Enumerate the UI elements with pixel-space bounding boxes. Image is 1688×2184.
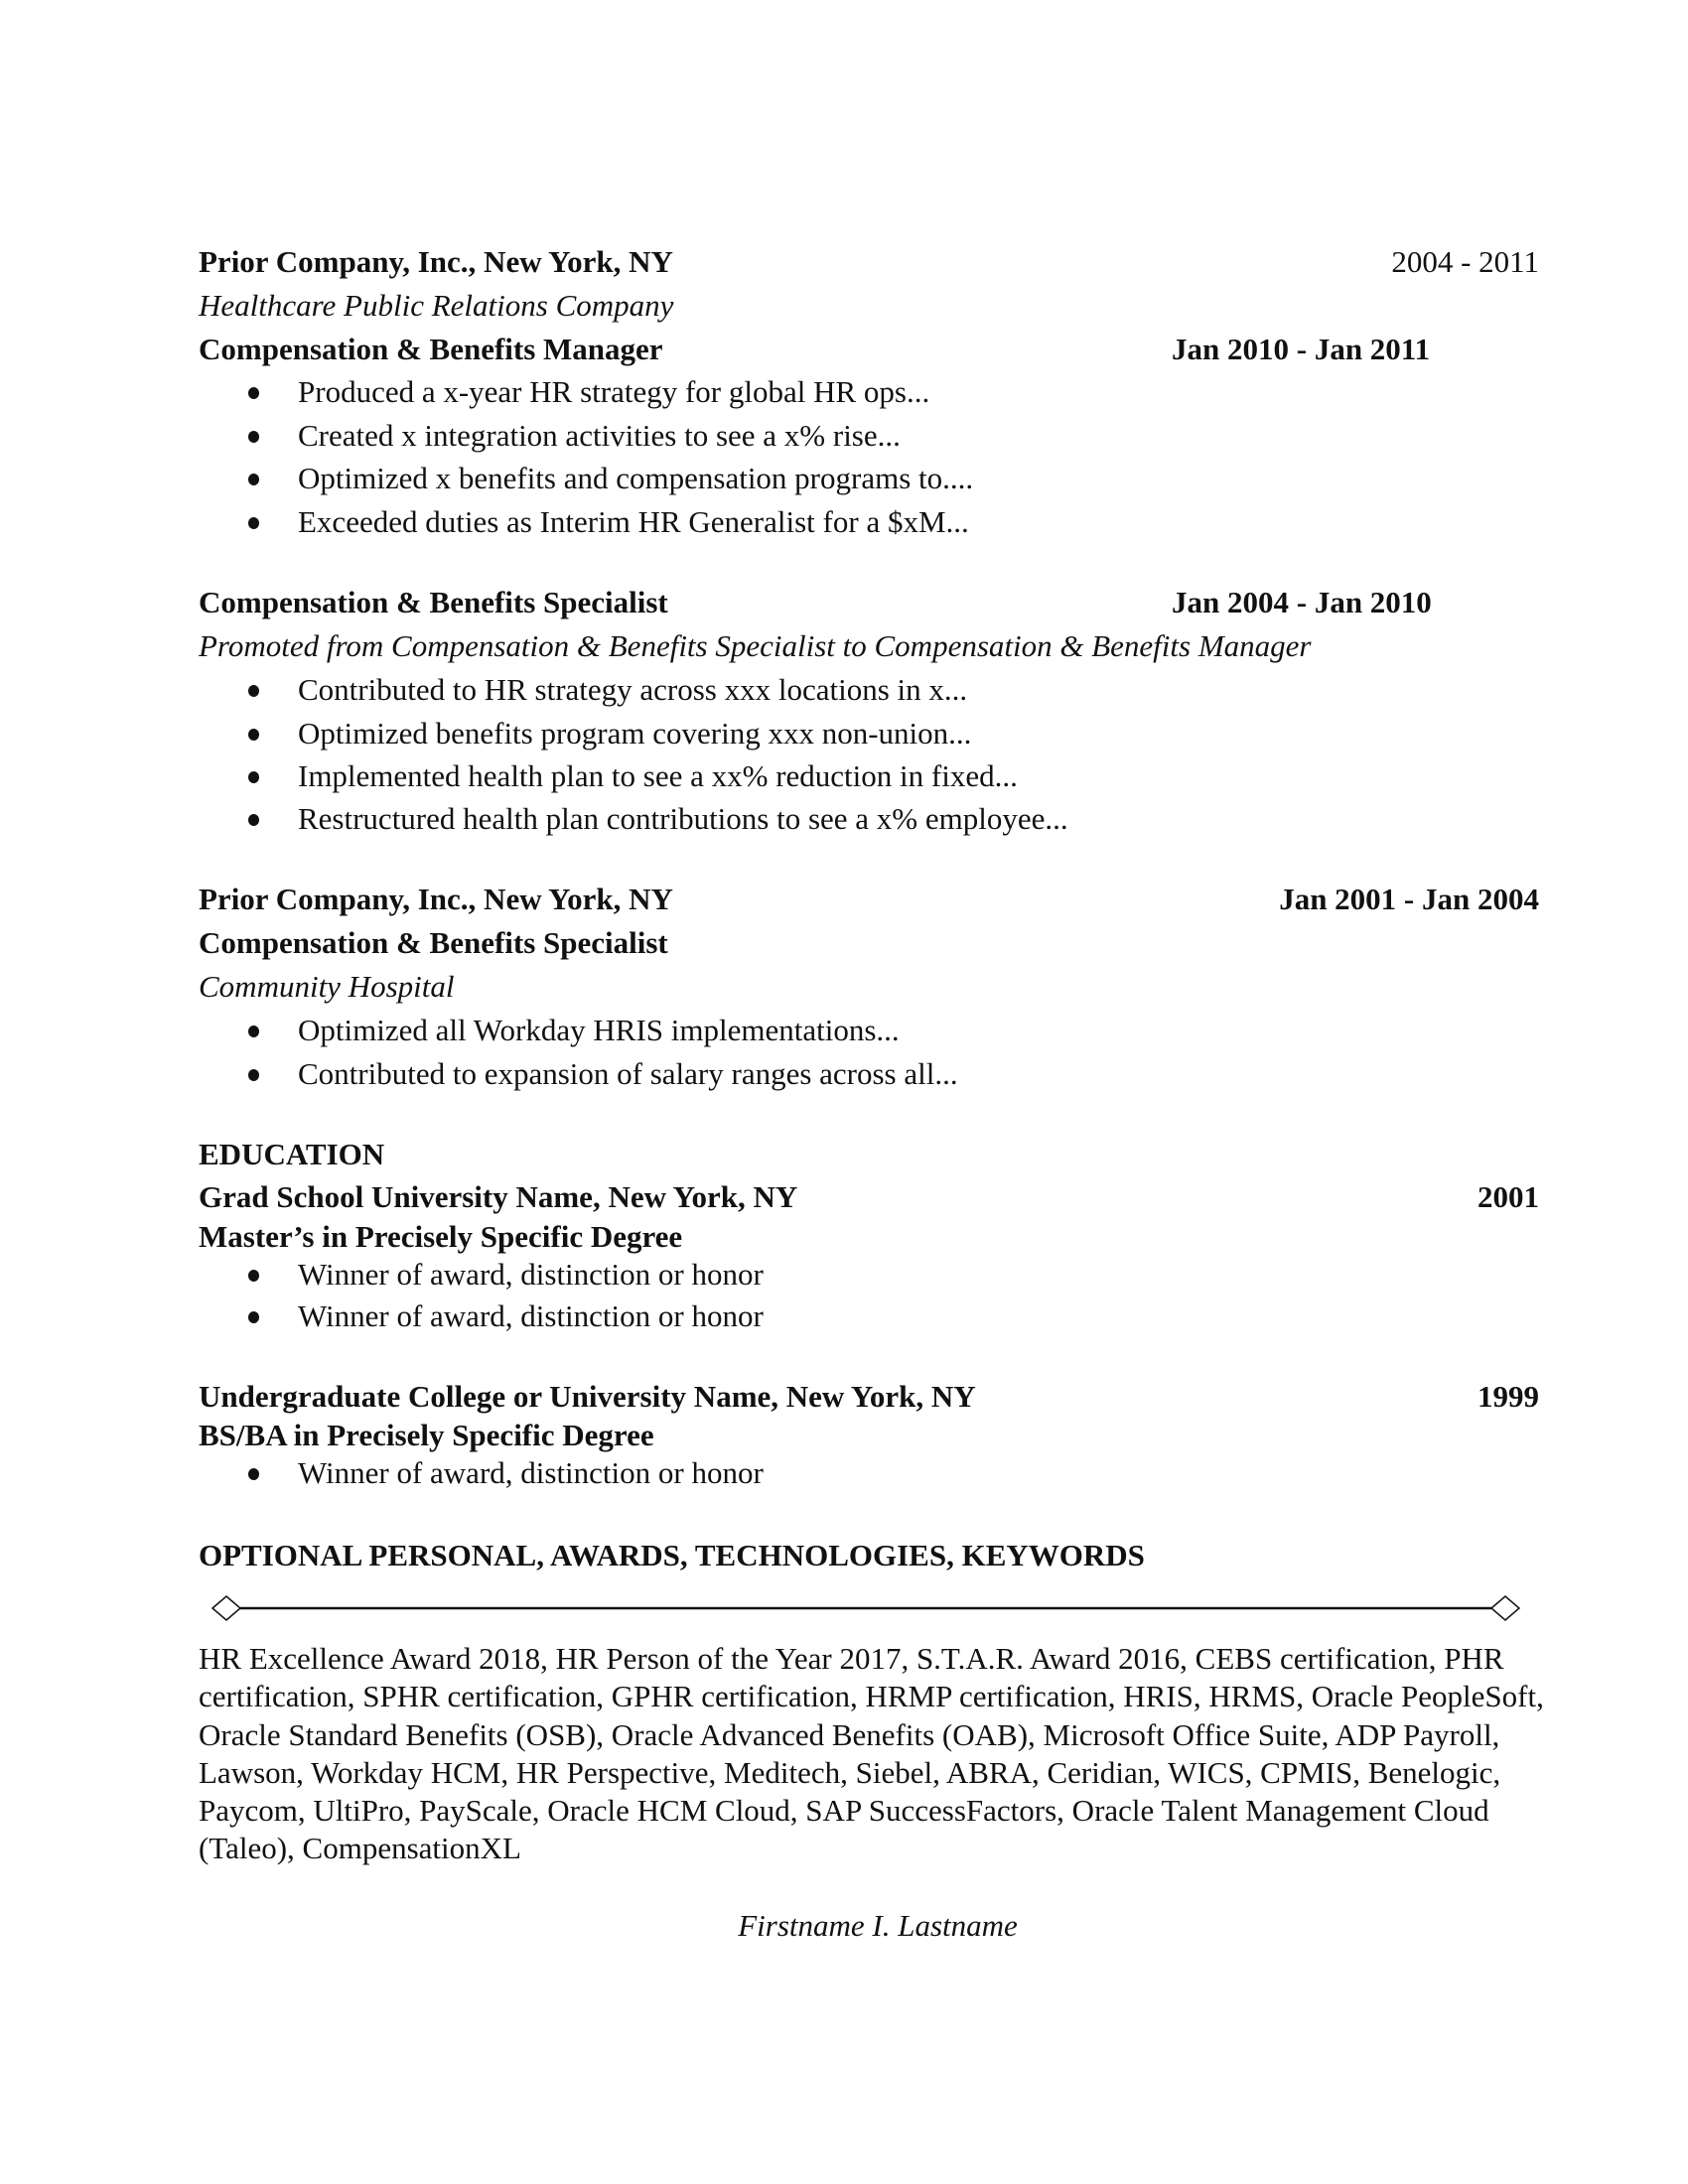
bullet-text: Winner of award, distinction or honor — [298, 1257, 764, 1292]
bullet-icon — [248, 814, 259, 826]
bullet-icon — [248, 1069, 259, 1081]
bullet-text: Winner of award, distinction or honor — [298, 1298, 764, 1333]
degree: BS/BA in Precisely Specific Degree — [199, 1418, 654, 1452]
bullet-icon — [248, 729, 259, 741]
bullet-text: Winner of award, distinction or honor — [298, 1455, 764, 1490]
divider-rule — [211, 1594, 1521, 1622]
bullet-text: Optimized all Workday HRIS implementations... — [298, 1013, 900, 1047]
bullet-icon — [248, 685, 259, 697]
list-item — [298, 1451, 764, 1495]
section-heading-optional: OPTIONAL PERSONAL, AWARDS, TECHNOLOGIES, KEYWORDS — [199, 1538, 1145, 1572]
bullet-icon — [248, 1025, 259, 1037]
footer-name: Firstname I. Lastname — [738, 1908, 1018, 1943]
employment-years: 2004 - 2011 — [1391, 244, 1539, 279]
list-item — [298, 457, 973, 500]
list-item — [298, 668, 967, 712]
bullet-text: Contributed to HR strategy across xxx locations in x... — [298, 672, 968, 707]
bullet-icon — [248, 431, 259, 443]
diamond-icon — [1491, 1596, 1519, 1620]
job-dates: Jan 2001 - Jan 2004 — [1279, 882, 1539, 916]
bullet-icon — [248, 387, 259, 399]
job-dates: Jan 2004 - Jan 2010 — [1172, 585, 1432, 619]
list-item — [298, 1052, 958, 1096]
company-description: Community Hospital — [199, 969, 455, 1004]
diamond-icon — [212, 1596, 240, 1620]
bullet-icon — [248, 517, 259, 529]
school-name: Undergraduate College or University Name, New York, NY — [199, 1379, 976, 1414]
job-title: Compensation & Benefits Specialist — [199, 925, 668, 960]
bullet-icon — [248, 771, 259, 783]
keywords-paragraph: HR Excellence Award 2018, HR Person of the Year 2017, S.T.A.R. Award 2016, CEBS certification, PHR certification, SPHR certification, GPHR certification, HRMP certification, HRIS, HRMS, Oracle PeopleSoft, Oracle Standard Benefits (OSB), Oracle Advanced Benefits (OAB), Microsoft Office Suite, ADP Payroll, Lawson, Workday HCM, HR Perspective, Meditech, Siebel, ABRA, Ceridian, WICS, CPMIS, Benelogic, Paycom, UltiPro, PayScale, Oracle HCM Cloud, SAP SuccessFactors, Oracle Talent Management Cloud (Taleo), CompensationXL — [199, 1641, 1544, 1866]
list-item — [298, 797, 1068, 841]
bullet-text: Implemented health plan to see a xx% reduction in fixed... — [298, 758, 1018, 793]
bullet-icon — [248, 1311, 259, 1323]
graduation-year: 2001 — [1477, 1179, 1539, 1214]
bullet-text: Exceeded duties as Interim HR Generalist for a $xM... — [298, 504, 969, 539]
job-title: Compensation & Benefits Specialist — [199, 585, 668, 619]
degree: Master’s in Precisely Specific Degree — [199, 1219, 683, 1254]
bullet-text: Created x integration activities to see a x% rise... — [298, 418, 901, 453]
list-item — [298, 754, 1018, 798]
job-dates: Jan 2010 - Jan 2011 — [1172, 332, 1431, 366]
bullet-icon — [248, 1468, 259, 1480]
school-name: Grad School University Name, New York, NY — [199, 1179, 798, 1214]
section-heading-education: EDUCATION — [199, 1137, 385, 1171]
bullet-text: Produced a x-year HR strategy for global HR ops... — [298, 374, 930, 409]
list-item — [298, 1253, 764, 1297]
job-title: Compensation & Benefits Manager — [199, 332, 663, 366]
company-name: Prior Company, Inc., New York, NY — [199, 882, 673, 916]
graduation-year: 1999 — [1477, 1379, 1539, 1414]
bullet-text: Restructured health plan contributions to see a x% employee... — [298, 801, 1068, 836]
list-item — [298, 414, 901, 458]
bullet-text: Optimized benefits program covering xxx non-union... — [298, 716, 972, 751]
company-name: Prior Company, Inc., New York, NY — [199, 244, 673, 279]
promotion-note: Promoted from Compensation & Benefits Specialist to Compensation & Benefits Manager — [199, 628, 1312, 663]
bullet-text: Optimized x benefits and compensation programs to.... — [298, 461, 974, 495]
list-item — [298, 370, 929, 414]
bullet-icon — [248, 474, 259, 485]
list-item — [298, 712, 971, 755]
list-item — [298, 500, 969, 544]
list-item — [298, 1295, 764, 1338]
bullet-text: Contributed to expansion of salary ranges across all... — [298, 1056, 958, 1091]
bullet-icon — [248, 1270, 259, 1282]
company-description: Healthcare Public Relations Company — [199, 288, 674, 323]
list-item — [298, 1009, 900, 1052]
